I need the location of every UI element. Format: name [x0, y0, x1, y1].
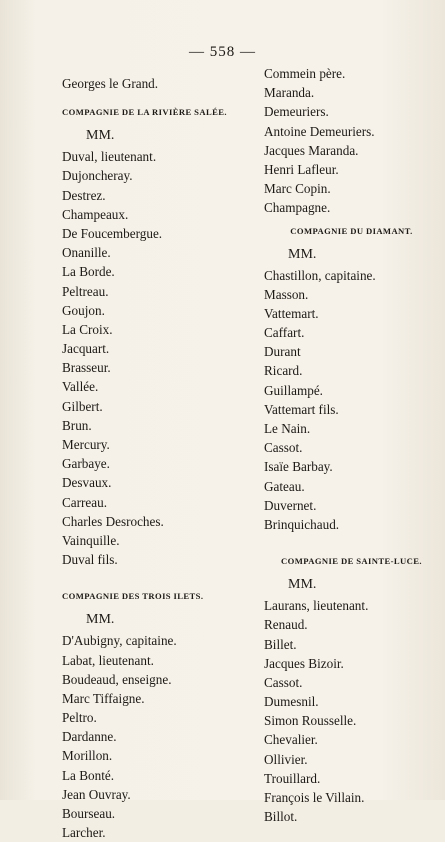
name-entry: Champagne.: [264, 200, 331, 216]
name-entry: Goujon.: [62, 302, 105, 318]
name-entry: Labat, lieutenant.: [62, 652, 154, 668]
name-entry: Bourseau.: [62, 806, 116, 821]
mm-heading: MM.: [288, 577, 317, 593]
name-list: [264, 596, 439, 826]
name-entry: Isaïe Barbay.: [264, 459, 333, 475]
name-entry: Morillon.: [62, 748, 113, 764]
name-entry: Georges le Grand.: [62, 76, 159, 91]
section-title: COMPAGNIE DU DIAMANT.: [290, 225, 413, 236]
name-entry: Destrez.: [62, 187, 106, 203]
mm-heading: MM.: [86, 128, 115, 144]
name-entry: La Borde.: [62, 264, 115, 280]
name-entry: Trouillard.: [264, 770, 321, 786]
name-entry: Maranda.: [264, 85, 315, 101]
name-entry: Jacquart.: [62, 341, 110, 357]
name-entry: Brun.: [62, 417, 92, 433]
name-entry: Carreau.: [62, 494, 108, 510]
name-entry: Durant: [264, 344, 301, 360]
mm-heading: MM.: [288, 246, 317, 262]
name-entry: Le Nain.: [264, 421, 311, 436]
name-entry: Gateau.: [264, 478, 305, 494]
name-list: [62, 631, 262, 842]
name-entry: La Bonté.: [62, 767, 115, 783]
name-entry: Caffart.: [264, 325, 305, 341]
name-entry: Dardanne.: [62, 729, 117, 745]
name-entry: Laurans, lieutenant.: [264, 598, 369, 614]
name-entry: Commein père.: [264, 66, 346, 81]
name-entry: Boudeaud, enseigne.: [62, 671, 172, 687]
name-entry: Chastillon, capitaine.: [264, 267, 376, 283]
name-entry: Antoine Demeuriers.: [264, 123, 375, 139]
name-entry: Mercury.: [62, 437, 110, 452]
name-entry: Billot.: [264, 809, 298, 825]
name-entry: Jacques Bizoir.: [264, 655, 344, 671]
name-entry: Peltro.: [62, 710, 97, 726]
name-entry: Vainquille.: [62, 532, 120, 548]
name-entry: Duvernet.: [264, 497, 317, 513]
right-column: [264, 64, 439, 826]
name-entry: Vallée.: [62, 379, 99, 395]
name-entry: Henri Lafleur.: [264, 161, 339, 177]
name-entry: D'Aubigny, capitaine.: [62, 633, 177, 649]
name-entry: Larcher.: [62, 825, 106, 841]
mm-heading: MM.: [86, 612, 115, 628]
name-entry: Garbaye.: [62, 456, 110, 472]
name-entry: François le Villain.: [264, 790, 365, 805]
name-entry: Marc Copin.: [264, 181, 331, 197]
name-entry: Guillampé.: [264, 382, 323, 398]
name-entry: La Croix.: [62, 321, 113, 337]
name-list: [264, 266, 439, 535]
name-entry: Renaud.: [264, 617, 308, 633]
section-title: COMPAGNIE DE LA RIVIÈRE SALÉE.: [62, 107, 227, 118]
name-entry: Peltreau.: [62, 283, 109, 299]
section-title: COMPAGNIE DES TROIS ILETS.: [62, 591, 204, 602]
name-entry: Marc Tiffaigne.: [62, 690, 145, 706]
name-entry: Brinquichaud.: [264, 516, 340, 532]
name-entry: Chevalier.: [264, 732, 318, 748]
name-entry: Gilbert.: [62, 398, 103, 414]
name-entry: Charles Desroches.: [62, 513, 164, 529]
name-entry: Desvaux.: [62, 475, 112, 491]
name-entry: Dujoncheray.: [62, 168, 133, 184]
name-entry: Duval fils.: [62, 552, 118, 568]
name-entry: Jacques Maranda.: [264, 142, 359, 158]
name-entry: Jean Ouvray.: [62, 786, 131, 802]
name-entry: Ricard.: [264, 363, 303, 379]
page-number: — 558 —: [189, 44, 256, 60]
name-list: [264, 64, 439, 218]
name-entry: Billet.: [264, 636, 297, 652]
name-entry: Vattemart.: [264, 305, 319, 321]
name-entry: Onanille.: [62, 245, 111, 261]
name-entry: De Foucembergue.: [62, 225, 163, 241]
name-entry: Dumesnil.: [264, 694, 319, 710]
name-entry: Vattemart fils.: [264, 401, 339, 417]
name-entry: Simon Rousselle.: [264, 713, 357, 729]
name-entry: Ollivier.: [264, 751, 308, 767]
name-entry: Brasseur.: [62, 360, 111, 376]
section-title: COMPAGNIE DE SAINTE-LUCE.: [281, 556, 422, 567]
name-entry: Duval, lieutenant.: [62, 149, 157, 165]
name-list: [62, 147, 262, 569]
name-entry: Demeuriers.: [264, 104, 329, 120]
name-entry: Masson.: [264, 286, 309, 302]
left-column: [62, 74, 262, 842]
name-entry: Cassot.: [264, 440, 303, 456]
name-entry: Champeaux.: [62, 206, 129, 222]
name-entry: Cassot.: [264, 674, 303, 690]
